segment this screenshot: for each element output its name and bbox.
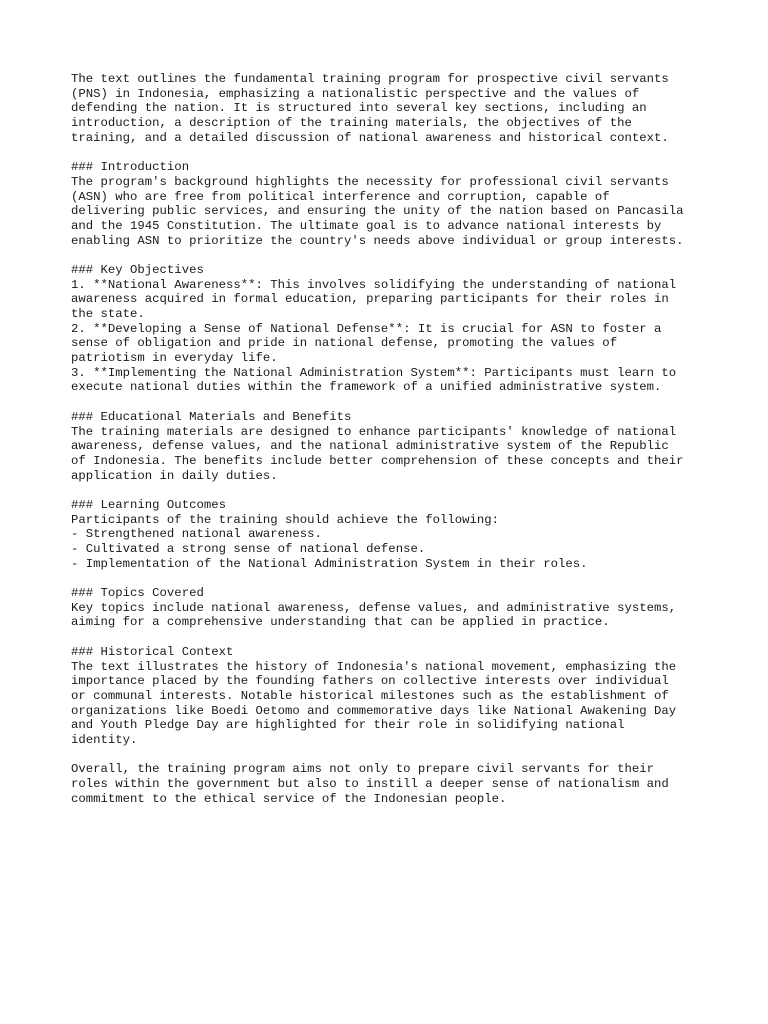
text-line: 1. **National Awareness**: This involves solidifying the understanding of national bbox=[71, 277, 677, 292]
text-line: introduction, a description of the training materials, the objectives of the bbox=[71, 116, 632, 131]
text-line: Participants of the training should achieve the following: bbox=[71, 512, 500, 527]
section-educational-materials bbox=[71, 410, 711, 483]
text-line: 2. **Developing a Sense of National Defense**: It is crucial for ASN to foster a bbox=[71, 321, 662, 336]
section-heading: ### Historical Context bbox=[71, 644, 234, 659]
text-line: execute national duties within the framework of a unified administrative system. bbox=[71, 380, 662, 395]
text-line: the state. bbox=[71, 307, 145, 321]
section-heading: ### Key Objectives bbox=[71, 262, 204, 277]
text-line: training, and a detailed discussion of national awareness and historical context. bbox=[71, 130, 669, 145]
text-line: delivering public services, and ensuring the unity of the nation based on Pancasila bbox=[71, 204, 684, 219]
text-line: awareness, defense values, and the national administrative system of the Republic bbox=[71, 439, 669, 454]
section-key-objectives bbox=[71, 263, 711, 395]
section-heading: ### Introduction bbox=[71, 160, 190, 175]
section-heading: ### Learning Outcomes bbox=[71, 497, 226, 512]
text-line: identity. bbox=[71, 732, 138, 747]
text-line: Key topics include national awareness, defense values, and administrative systems, bbox=[71, 600, 677, 615]
text-line: (PNS) in Indonesia, emphasizing a nationalistic perspective and the values of bbox=[71, 86, 640, 101]
section-heading: ### Educational Materials and Benefits bbox=[71, 409, 352, 424]
text-line: The text illustrates the history of Indonesia's national movement, emphasizing the bbox=[71, 659, 677, 674]
text-line: defending the nation. It is structured into several key sections, including an bbox=[71, 101, 647, 116]
document-page bbox=[71, 72, 711, 821]
conclusion-paragraph bbox=[71, 762, 711, 806]
text-line: enabling ASN to prioritize the country's needs above individual or group interests. bbox=[71, 233, 684, 248]
text-line: of Indonesia. The benefits include better comprehension of these concepts and their bbox=[71, 453, 684, 468]
list-item: - Strengthened national awareness. bbox=[71, 527, 322, 542]
text-line: The text outlines the fundamental training program for prospective civil servants bbox=[71, 72, 669, 86]
text-line: (ASN) who are free from political interference and corruption, capable of bbox=[71, 189, 610, 204]
text-line: organizations like Boedi Oetomo and commemorative days like National Awakening Day bbox=[71, 703, 677, 718]
text-line: or communal interests. Notable historical milestones such as the establishment of bbox=[71, 688, 669, 703]
text-line: commitment to the ethical service of the Indonesian people. bbox=[71, 791, 507, 806]
section-historical-context bbox=[71, 645, 711, 748]
text-line: application in daily duties. bbox=[71, 468, 278, 483]
text-line: and Youth Pledge Day are highlighted for their role in solidifying national bbox=[71, 718, 625, 733]
text-line: patriotism in everyday life. bbox=[71, 351, 278, 366]
list-item: - Cultivated a strong sense of national defense. bbox=[71, 542, 426, 556]
section-learning-outcomes bbox=[71, 498, 711, 571]
list-item: - Implementation of the National Administration System in their roles. bbox=[71, 556, 588, 571]
section-heading: ### Topics Covered bbox=[71, 586, 204, 601]
text-line: The training materials are designed to enhance participants' knowledge of national bbox=[71, 424, 677, 439]
section-topics-covered bbox=[71, 586, 711, 630]
text-line: and the 1945 Constitution. The ultimate goal is to advance national interests by bbox=[71, 218, 662, 233]
text-line: roles within the government but also to instill a deeper sense of nationalism and bbox=[71, 777, 669, 791]
text-line: awareness acquired in formal education, preparing participants for their roles in bbox=[71, 292, 669, 307]
intro-paragraph bbox=[71, 72, 711, 145]
text-line: importance placed by the founding fathers on collective interests over individual bbox=[71, 674, 669, 689]
text-line: aiming for a comprehensive understanding that can be applied in practice. bbox=[71, 615, 610, 630]
text-line: 3. **Implementing the National Administration System**: Participants must learn to bbox=[71, 365, 677, 380]
text-line: sense of obligation and pride in national defense, promoting the values of bbox=[71, 336, 618, 351]
section-introduction bbox=[71, 160, 711, 248]
text-line: The program's background highlights the necessity for professional civil servants bbox=[71, 174, 669, 189]
text-line: Overall, the training program aims not only to prepare civil servants for their bbox=[71, 762, 654, 777]
